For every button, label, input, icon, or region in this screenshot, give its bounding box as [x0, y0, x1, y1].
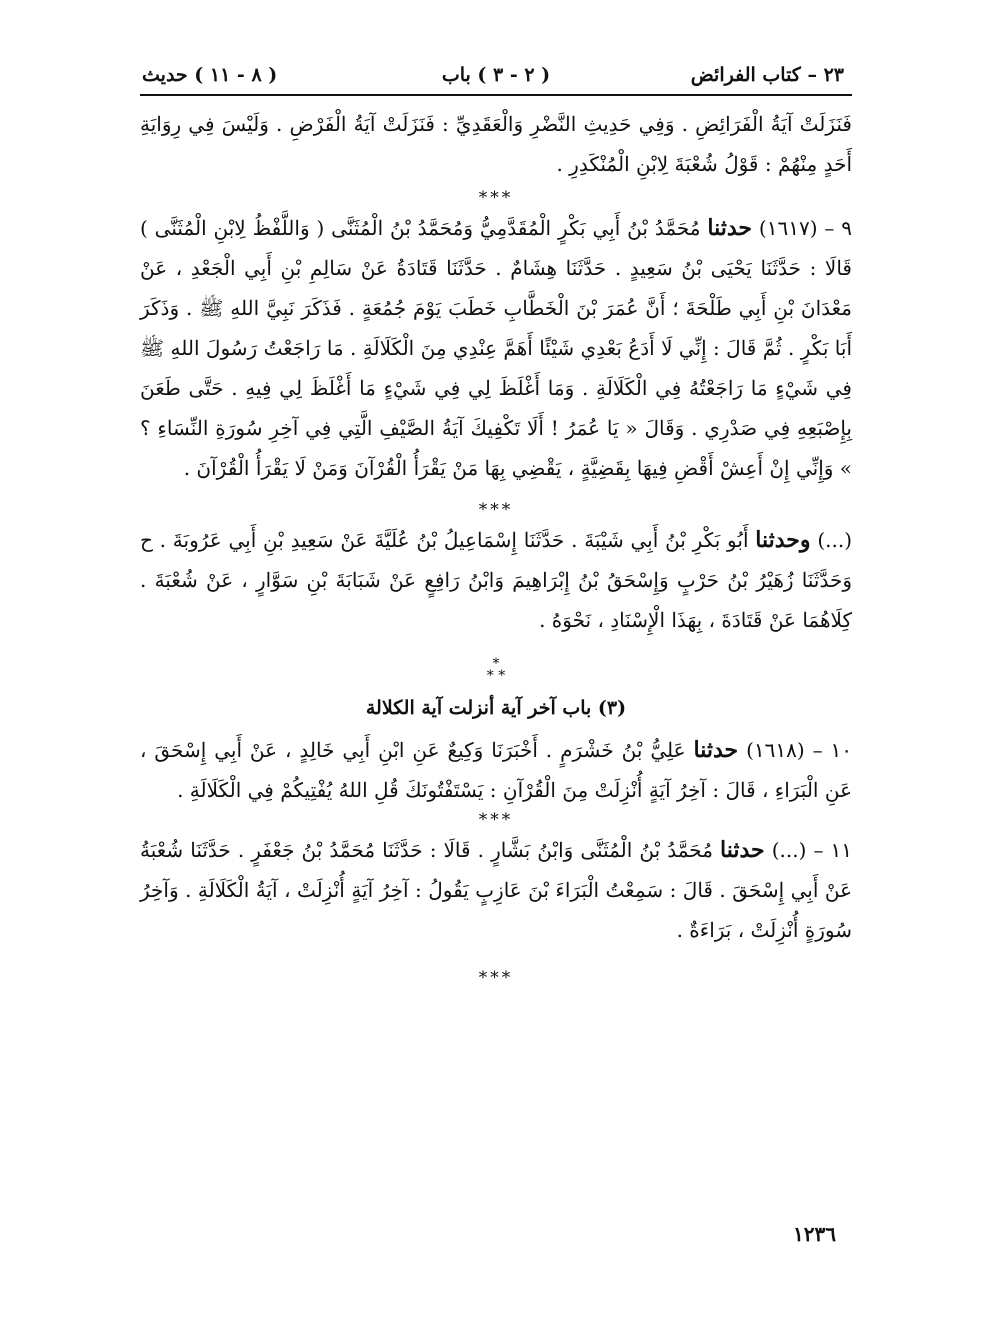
book-page	[140, 60, 852, 988]
hadith-lead-word: حدثنا	[693, 737, 739, 763]
hadith-number: ١١ – (...)	[771, 838, 853, 862]
hadith-lead-word: حدثنا	[707, 215, 753, 241]
chapter-ornament: * * *	[486, 656, 506, 684]
header-chapter-range: ( ٢ - ٣ ) باب	[441, 64, 551, 86]
hadith-text: عَلِيُّ بْنُ خَشْرَمٍ . أَخْبَرَنَا وَكِيعٌ عَنِ ابْنِ أَبِي خَالِدٍ ، عَنْ أَبِي إِسْحَقَ ، عَنِ الْبَرَاءِ ، قَالَ : آخِرُ آيَةٍ أُنْزِلَتْ مِنَ الْقُرْآنِ : يَسْتَفْتُونَكَ قُلِ اللهُ يُفْتِيكُمْ فِي الْكَلَالَةِ .	[140, 738, 852, 802]
hadith-11	[140, 830, 852, 950]
section-separator: ***	[478, 188, 514, 208]
hadith-9	[140, 208, 852, 488]
section-separator: ***	[478, 810, 514, 830]
header-book-title: ٢٣ – كتاب الفرائض	[690, 64, 844, 86]
hadith-lead-word: وحدثنا	[755, 527, 811, 553]
chapter-title: (٣) باب آخر آية أنزلت آية الكلالة	[365, 697, 627, 719]
hadith-text: مُحَمَّدُ بْنُ أَبِي بَكْرٍ الْمُقَدَّمِيُّ وَمُحَمَّدُ بْنُ الْمُثَنَّى ( وَاللَّفْظُ لِابْنِ الْمُثَنَّى ) قَالَا : حَدَّثَنَا يَحْيَى بْنُ سَعِيدٍ . حَدَّثَنَا هِشَامٌ . حَدَّثَنَا قَتَادَةُ عَنْ سَالِمِ بْنِ أَبِي الْجَعْدِ ، عَنْ مَعْدَانَ بْنِ أَبِي طَلْحَةَ ؛ أَنَّ عُمَرَ بْنَ الْخَطَّابِ خَطَبَ يَوْمَ جُمُعَةٍ . فَذَكَرَ نَبِيَّ اللهِ ﷺ . وَذَكَرَ أَبَا بَكْرٍ . ثُمَّ قَالَ : إِنِّي لَا أَدَعُ بَعْدِي شَيْئًا أَهَمَّ عِنْدِي مِنَ الْكَلَالَةِ . مَا رَاجَعْتُ رَسُولَ اللهِ ﷺ فِي شَيْءٍ مَا رَاجَعْتُهُ فِي الْكَلَالَةِ . وَمَا أَغْلَظَ لِي فِي شَيْءٍ مَا أَغْلَظَ لِي فِيهِ . حَتَّى طَعَنَ بِإِصْبَعِهِ فِي صَدْرِي . وَقَالَ « يَا عُمَرُ ! أَلَا تَكْفِيكَ آيَةُ الصَّيْفِ الَّتِي فِي آخِرِ سُورَةِ النِّسَاءِ ؟ » وَإِنِّي إِنْ أَعِشْ أَقْضِ فِيهَا بِقَضِيَّةٍ ، يَقْضِي بِهَا مَنْ يَقْرَأُ الْقُرْآنَ وَمَنْ لَا يَقْرَأُ الْقُرْآنَ .	[140, 216, 852, 480]
page-body	[140, 104, 852, 988]
continuation-paragraph: فَنَزَلَتْ آيَةُ الْفَرَائِضِ . وَفِي حَدِيثِ النَّضْرِ وَالْعَقَدِيِّ : فَنَزَلَتْ آيَةُ الْفَرْضِ . وَلَيْسَ فِي رِوَايَةِ أَحَدٍ مِنْهُمْ : قَوْلُ شُعْبَةَ لِابْنِ الْمُنْكَدِرِ .	[140, 112, 852, 176]
hadith-10	[140, 730, 852, 810]
hadith-text: أَبُو بَكْرِ بْنُ أَبِي شَيْبَةَ . حَدَّثَنَا إِسْمَاعِيلُ بْنُ عُلَيَّةَ عَنْ سَعِيدِ بْنِ أَبِي عَرُوبَةَ . ح وَحَدَّثَنَا زُهَيْرُ بْنُ حَرْبٍ وَإِسْحَقُ بْنُ إِبْرَاهِيمَ وَابْنُ رَافِعٍ عَنْ شَبَابَةَ بْنِ سَوَّارٍ ، عَنْ شُعْبَةَ . كِلَاهُمَا عَنْ قَتَادَةَ ، بِهَذَا الْإِسْنَادِ ، نَحْوَهُ .	[140, 528, 852, 632]
hadith-number: ٩ – (١٦١٧)	[758, 216, 853, 240]
hadith-text: مُحَمَّدُ بْنُ الْمُثَنَّى وَابْنُ بَشَّارٍ . قَالَا : حَدَّثَنَا مُحَمَّدُ بْنُ جَعْفَرٍ . حَدَّثَنَا شُعْبَةُ عَنْ أَبِي إِسْحَقَ . قَالَ : سَمِعْتُ الْبَرَاءَ بْنَ عَازِبٍ يَقُولُ : آخِرُ آيَةٍ أُنْزِلَتْ ، آيَةُ الْكَلَالَةِ . وَآخِرُ سُورَةٍ أُنْزِلَتْ ، بَرَاءَةٌ .	[140, 838, 852, 942]
hadith-9-variant	[140, 520, 852, 640]
page-number: ١٢٣٦	[793, 1222, 836, 1246]
running-header	[140, 60, 852, 96]
header-hadith-range: ( ٨ - ١١ ) حديث	[142, 64, 278, 86]
section-separator: ***	[478, 968, 514, 988]
hadith-number: (...)	[817, 528, 853, 552]
hadith-lead-word: حدثنا	[720, 837, 765, 863]
hadith-number: ١٠ – (١٦١٨)	[746, 738, 853, 762]
section-separator: ***	[478, 500, 514, 520]
